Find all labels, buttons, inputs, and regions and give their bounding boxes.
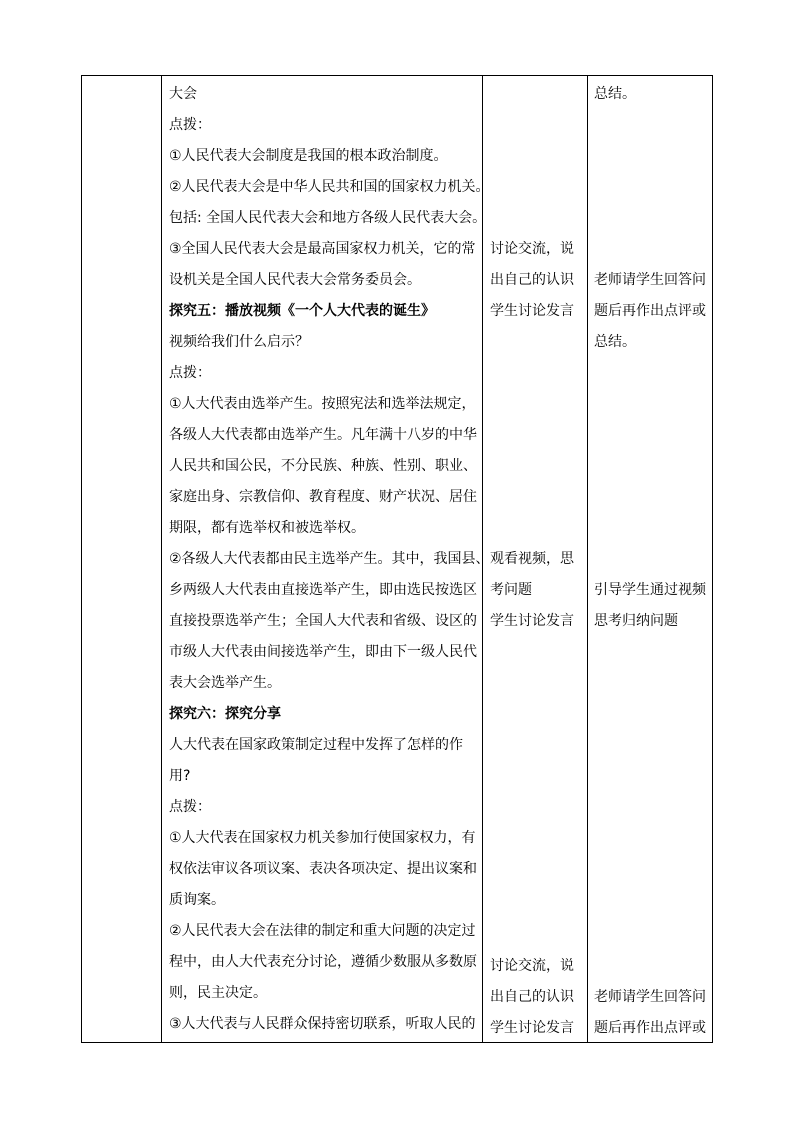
student-activity-line: 出自己的认识 (490, 989, 574, 1005)
student-activity-line: 讨论交流，说 (490, 958, 574, 974)
content-line: 表大会选举产生。 (169, 675, 281, 691)
content-line: ①人大代表在国家权力机关参加行使国家权力，有 (169, 830, 476, 846)
content-line: 人大代表在国家政策制定过程中发挥了怎样的作 (169, 737, 463, 753)
content-line: 设机关是全国人民代表大会常务委员会。 (169, 272, 421, 288)
content-line: 程中，由人大代表充分讨论，遵循少数服从多数原 (169, 954, 477, 970)
teacher-activity-line: 老师请学生回答问 (594, 272, 706, 288)
student-activity-line: 观看视频，思 (490, 551, 574, 567)
content-line: 点拨： (169, 117, 211, 133)
content-line: 则，民主决定。 (169, 985, 267, 1001)
content-line: 期限，都有选举权和被选举权。 (169, 520, 365, 536)
content-line: 视频给我们什么启示？ (169, 334, 309, 350)
teacher-activity-line: 总结。 (594, 86, 636, 102)
content-line: 大会 (169, 86, 197, 102)
content-line: 直接投票选举产生；全国人大代表和省级、设区的 (169, 613, 477, 629)
content-line: ②各级人大代表都由民主选举产生。其中，我国县、 (169, 551, 490, 567)
teacher-activity-line: 思考归纳问题 (594, 613, 678, 629)
student-activity-line: 学生讨论发言 (490, 303, 574, 319)
content-line: 点拨： (169, 365, 211, 381)
section-heading: 探究五：播放视频《一个人大代表的诞生》 (169, 303, 435, 319)
teacher-activity-line: 老师请学生回答问 (594, 989, 706, 1005)
column-divider (161, 76, 162, 1042)
student-activity-line: 讨论交流，说 (490, 241, 574, 257)
content-line: 权依法审议各项议案、表决各项决定、提出议案和 (169, 861, 477, 877)
teacher-activity-line: 总结。 (594, 334, 636, 350)
content-line: 点拨： (169, 799, 211, 815)
student-activity-line: 考问题 (490, 582, 532, 598)
content-line: ①人大代表由选举产生。按照宪法和选举法规定， (169, 396, 476, 412)
content-line: ②人民代表大会在法律的制定和重大问题的决定过 (169, 923, 476, 939)
teacher-activity-line: 引导学生通过视频 (594, 582, 706, 598)
content-line: ②人民代表大会是中华人民共和国的国家权力机关。 (169, 179, 490, 195)
content-line: 家庭出身、宗教信仰、教育程度、财产状况、居住 (169, 489, 477, 505)
lesson-table (81, 75, 713, 1043)
student-activity-line: 学生讨论发言 (490, 1020, 574, 1036)
content-line: ③人大代表与人民群众保持密切联系，听取人民的 (169, 1016, 476, 1032)
content-line: ①人民代表大会制度是我国的根本政治制度。 (169, 148, 448, 164)
student-activity-line: 出自己的认识 (490, 272, 574, 288)
teacher-activity-line: 题后再作出点评或 (594, 303, 706, 319)
column-divider (587, 76, 588, 1042)
content-line: 人民共和国公民，不分民族、种族、性别、职业、 (169, 458, 477, 474)
content-line: 市级人大代表由间接选举产生，即由下一级人民代 (169, 644, 477, 660)
content-line: ③全国人民代表大会是最高国家权力机关，它的常 (169, 241, 476, 257)
content-line: 包括: 全国人民代表大会和地方各级人民代表大会。 (169, 210, 487, 226)
section-heading: 探究六：探究分享 (169, 706, 281, 722)
content-line: 各级人大代表都由选举产生。凡年满十八岁的中华 (169, 427, 477, 443)
student-activity-line: 学生讨论发言 (490, 613, 574, 629)
content-line: 乡两级人大代表由直接选举产生，即由选民按选区 (169, 582, 477, 598)
teacher-activity-line: 题后再作出点评或 (594, 1020, 706, 1036)
content-line: 质询案。 (169, 892, 225, 908)
content-line: 用? (169, 768, 191, 784)
